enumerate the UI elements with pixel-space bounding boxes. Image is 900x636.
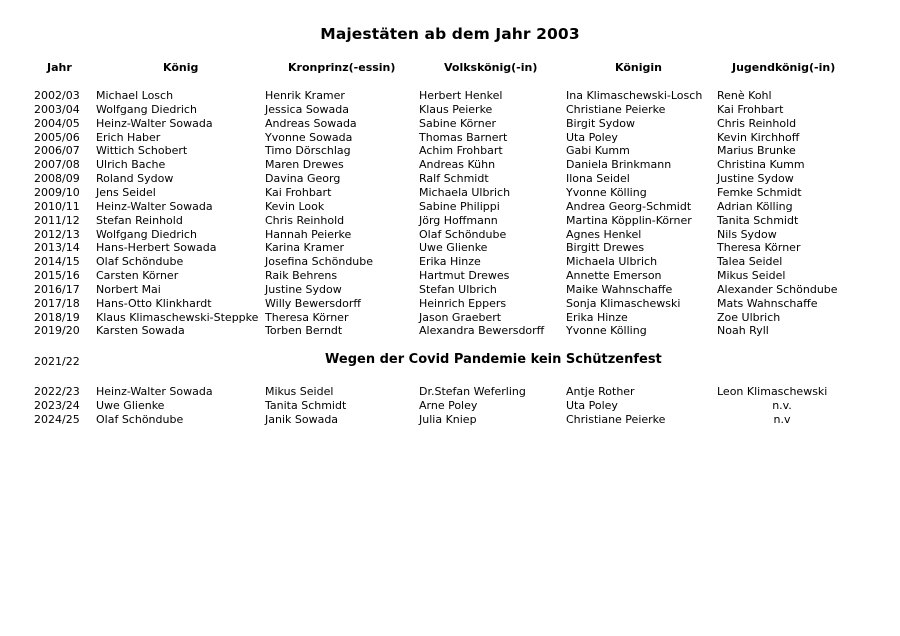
cell-jahr: 2010/11 <box>34 199 80 213</box>
cell-jugendkoenig: Marius Brunke <box>717 144 796 158</box>
cell-jahr: 2006/07 <box>34 144 80 158</box>
cell-volkskoenig: Thomas Barnert <box>419 130 508 144</box>
cell-kronprinz: Hannah Peierke <box>265 227 352 241</box>
cell-volkskoenig: Heinrich Eppers <box>419 296 507 310</box>
cell-koenig: Klaus Klimaschewski-Steppke <box>96 310 259 324</box>
cell-kronprinz: Timo Dörschlag <box>265 144 351 158</box>
cell-jugendkoenig: Leon Klimaschewski <box>717 385 828 398</box>
cell-koenigin: Annette Emerson <box>566 269 662 283</box>
cell-jahr: 2005/06 <box>34 130 80 144</box>
cell-jahr: 2024/25 <box>34 412 80 426</box>
cell-koenigin: Martina Köpplin-Körner <box>566 213 692 227</box>
cell-kronprinz: Yvonne Sowada <box>265 130 353 144</box>
cell-kronprinz: Theresa Körner <box>265 310 349 324</box>
cell-jahr: 2018/19 <box>34 310 80 324</box>
cell-jugendkoenig: Femke Schmidt <box>717 185 802 199</box>
cell-koenig: Wittich Schobert <box>96 144 188 158</box>
cell-kronprinz: Justine Sydow <box>265 282 342 296</box>
table-row <box>0 311 900 325</box>
cell-jahr: 2022/23 <box>34 385 80 398</box>
cell-jahr: 2013/14 <box>34 241 80 255</box>
cell-koenig: Jens Seidel <box>96 185 156 199</box>
cell-jugendkoenig: Nils Sydow <box>717 227 777 241</box>
cell-volkskoenig: Michaela Ulbrich <box>419 185 511 199</box>
header-kronprinz: Kronprinz(-essin) <box>288 61 396 74</box>
cell-koenigin: Antje Rother <box>566 385 635 398</box>
table-row <box>0 255 900 269</box>
cell-koenig: Roland Sydow <box>96 172 174 186</box>
cell-jahr: 2012/13 <box>34 227 80 241</box>
cell-koenig: Norbert Mai <box>96 282 161 296</box>
cell-koenig: Olaf Schöndube <box>96 412 184 426</box>
header-jahr: Jahr <box>47 61 72 74</box>
cell-volkskoenig: Dr.Stefan Weferling <box>419 385 526 398</box>
cell-jugendkoenig: Tanita Schmidt <box>717 213 799 227</box>
cell-jahr: 2015/16 <box>34 269 80 283</box>
cell-kronprinz: Josefina Schöndube <box>265 255 374 269</box>
cell-koenig: Erich Haber <box>96 130 161 144</box>
cell-kronprinz: Jessica Sowada <box>265 102 349 116</box>
cell-koenigin: Ina Klimaschewski-Losch <box>566 89 703 102</box>
cell-jahr: 2007/08 <box>34 158 80 172</box>
cell-kronprinz: Janik Sowada <box>265 412 339 426</box>
cell-jugendkoenig: Mats Wahnschaffe <box>717 296 818 310</box>
cell-jugendkoenig: Zoe Ulbrich <box>717 310 781 324</box>
cell-koenig: Heinz-Walter Sowada <box>96 116 213 130</box>
cell-kronprinz: Kai Frohbart <box>265 185 332 199</box>
table-row <box>0 269 900 283</box>
cell-volkskoenig: Jason Graebert <box>419 310 502 324</box>
table-row <box>0 241 900 255</box>
cell-koenig: Carsten Körner <box>96 269 179 283</box>
cell-koenig: Hans-Otto Klinkhardt <box>96 296 212 310</box>
table-row <box>0 186 900 200</box>
cell-koenig: Olaf Schöndube <box>96 255 184 269</box>
table-row <box>0 103 900 117</box>
cell-koenig: Wolfgang Diedrich <box>96 102 197 116</box>
table-row <box>0 158 900 172</box>
cell-jahr: 2003/04 <box>34 102 80 116</box>
cell-jugendkoenig: Christina Kumm <box>717 158 805 172</box>
cell-koenigin: Christiane Peierke <box>566 412 666 426</box>
cell-koenigin: Birgit Sydow <box>566 116 635 130</box>
cell-jahr: 2014/15 <box>34 255 80 269</box>
cell-kronprinz: Andreas Sowada <box>265 116 357 130</box>
cell-koenig: Hans-Herbert Sowada <box>96 241 217 255</box>
cell-volkskoenig: Alexandra Bewersdorff <box>419 324 545 338</box>
cell-koenig: Wolfgang Diedrich <box>96 227 197 241</box>
cell-volkskoenig: Olaf Schöndube <box>419 227 507 241</box>
table-row <box>0 214 900 228</box>
cell-koenigin: Yvonne Kölling <box>566 185 647 199</box>
cell-volkskoenig: Hartmut Drewes <box>419 269 510 283</box>
cell-koenigin: Yvonne Kölling <box>566 324 647 338</box>
cell-koenigin: Daniela Brinkmann <box>566 158 672 172</box>
cell-jugendkoenig: Theresa Körner <box>717 241 801 255</box>
header-volkskoenig: Volkskönig(-in) <box>444 61 538 74</box>
table-row <box>0 283 900 297</box>
table-row <box>0 89 900 103</box>
cell-jahr: 2009/10 <box>34 185 80 199</box>
covid-row <box>0 352 900 370</box>
cell-kronprinz: Maren Drewes <box>265 158 344 172</box>
cell-koenigin: Sonja Klimaschewski <box>566 296 681 310</box>
table-row <box>0 117 900 131</box>
cell-koenigin: Ilona Seidel <box>566 172 630 186</box>
cell-kronprinz: Tanita Schmidt <box>265 398 347 412</box>
cell-koenig: Heinz-Walter Sowada <box>96 385 213 398</box>
cell-jugendkoenig: Talea Seidel <box>717 255 783 269</box>
cell-koenig: Stefan Reinhold <box>96 213 183 227</box>
cell-volkskoenig: Stefan Ulbrich <box>419 282 497 296</box>
cell-kronprinz: Torben Berndt <box>265 324 343 338</box>
covid-note: Wegen der Covid Pandemie kein Schützenfest <box>325 352 662 367</box>
table-row <box>0 399 900 413</box>
cell-koenigin: Agnes Henkel <box>566 227 642 241</box>
header-jugendkoenig: Jugendkönig(-in) <box>732 61 836 74</box>
cell-jahr: 2023/24 <box>34 398 80 412</box>
cell-koenigin: Maike Wahnschaffe <box>566 282 673 296</box>
cell-koenigin: Michaela Ulbrich <box>566 255 658 269</box>
cell-volkskoenig: Klaus Peierke <box>419 102 493 116</box>
table-row <box>0 297 900 311</box>
cell-jahr: 2011/12 <box>34 213 80 227</box>
table-row <box>0 228 900 242</box>
cell-jugendkoenig: n.v <box>773 412 791 426</box>
cell-jugendkoenig: Noah Ryll <box>717 324 769 338</box>
cell-jahr: 2019/20 <box>34 324 80 338</box>
table-row <box>0 131 900 145</box>
table-row <box>0 324 900 338</box>
cell-jahr: 2004/05 <box>34 116 80 130</box>
cell-jugendkoenig: Adrian Kölling <box>717 199 793 213</box>
cell-jugendkoenig: Renè Kohl <box>717 89 772 102</box>
cell-koenigin: Uta Poley <box>566 130 618 144</box>
cell-jugendkoenig: Kai Frohbart <box>717 102 784 116</box>
cell-koenigin: Andrea Georg-Schmidt <box>566 199 692 213</box>
cell-jugendkoenig: Kevin Kirchhoff <box>717 130 800 144</box>
header-koenigin: Königin <box>615 61 662 74</box>
cell-koenig: Uwe Glienke <box>96 398 165 412</box>
cell-jugendkoenig: Mikus Seidel <box>717 269 786 283</box>
cell-koenig: Michael Losch <box>96 89 174 102</box>
cell-jugendkoenig: n.v. <box>772 398 792 412</box>
cell-kronprinz: Kevin Look <box>265 199 325 213</box>
cell-volkskoenig: Jörg Hoffmann <box>419 213 498 227</box>
covid-year: 2021/22 <box>34 355 80 368</box>
cell-jugendkoenig: Alexander Schöndube <box>717 282 838 296</box>
cell-volkskoenig: Uwe Glienke <box>419 241 488 255</box>
cell-koenigin: Christiane Peierke <box>566 102 666 116</box>
header-koenig: König <box>163 61 199 74</box>
cell-koenig: Ulrich Bache <box>96 158 166 172</box>
table-row <box>0 413 900 427</box>
cell-jahr: 2017/18 <box>34 296 80 310</box>
cell-koenig: Karsten Sowada <box>96 324 185 338</box>
table-row <box>0 144 900 158</box>
cell-jahr: 2002/03 <box>34 89 80 102</box>
cell-kronprinz: Davina Georg <box>265 172 341 186</box>
cell-volkskoenig: Arne Poley <box>419 398 478 412</box>
cell-volkskoenig: Herbert Henkel <box>419 89 503 102</box>
table-row <box>0 385 900 399</box>
cell-volkskoenig: Ralf Schmidt <box>419 172 489 186</box>
cell-kronprinz: Raik Behrens <box>265 269 338 283</box>
page-title: Majestäten ab dem Jahr 2003 <box>320 25 580 43</box>
cell-volkskoenig: Sabine Körner <box>419 116 496 130</box>
cell-kronprinz: Henrik Kramer <box>265 89 345 102</box>
cell-jugendkoenig: Justine Sydow <box>717 172 794 186</box>
cell-volkskoenig: Erika Hinze <box>419 255 481 269</box>
cell-koenigin: Erika Hinze <box>566 310 628 324</box>
cell-kronprinz: Willy Bewersdorff <box>265 296 361 310</box>
cell-kronprinz: Mikus Seidel <box>265 385 334 398</box>
cell-koenigin: Birgitt Drewes <box>566 241 645 255</box>
cell-jugendkoenig: Chris Reinhold <box>717 116 797 130</box>
table-row <box>0 200 900 214</box>
cell-koenig: Heinz-Walter Sowada <box>96 199 213 213</box>
table-row <box>0 172 900 186</box>
cell-koenigin: Uta Poley <box>566 398 618 412</box>
cell-koenigin: Gabi Kumm <box>566 144 630 158</box>
cell-kronprinz: Karina Kramer <box>265 241 345 255</box>
cell-kronprinz: Chris Reinhold <box>265 213 345 227</box>
cell-volkskoenig: Julia Kniep <box>419 412 477 426</box>
cell-volkskoenig: Sabine Philippi <box>419 199 500 213</box>
cell-jahr: 2008/09 <box>34 172 80 186</box>
cell-volkskoenig: Andreas Kühn <box>419 158 496 172</box>
cell-volkskoenig: Achim Frohbart <box>419 144 503 158</box>
cell-jahr: 2016/17 <box>34 282 80 296</box>
